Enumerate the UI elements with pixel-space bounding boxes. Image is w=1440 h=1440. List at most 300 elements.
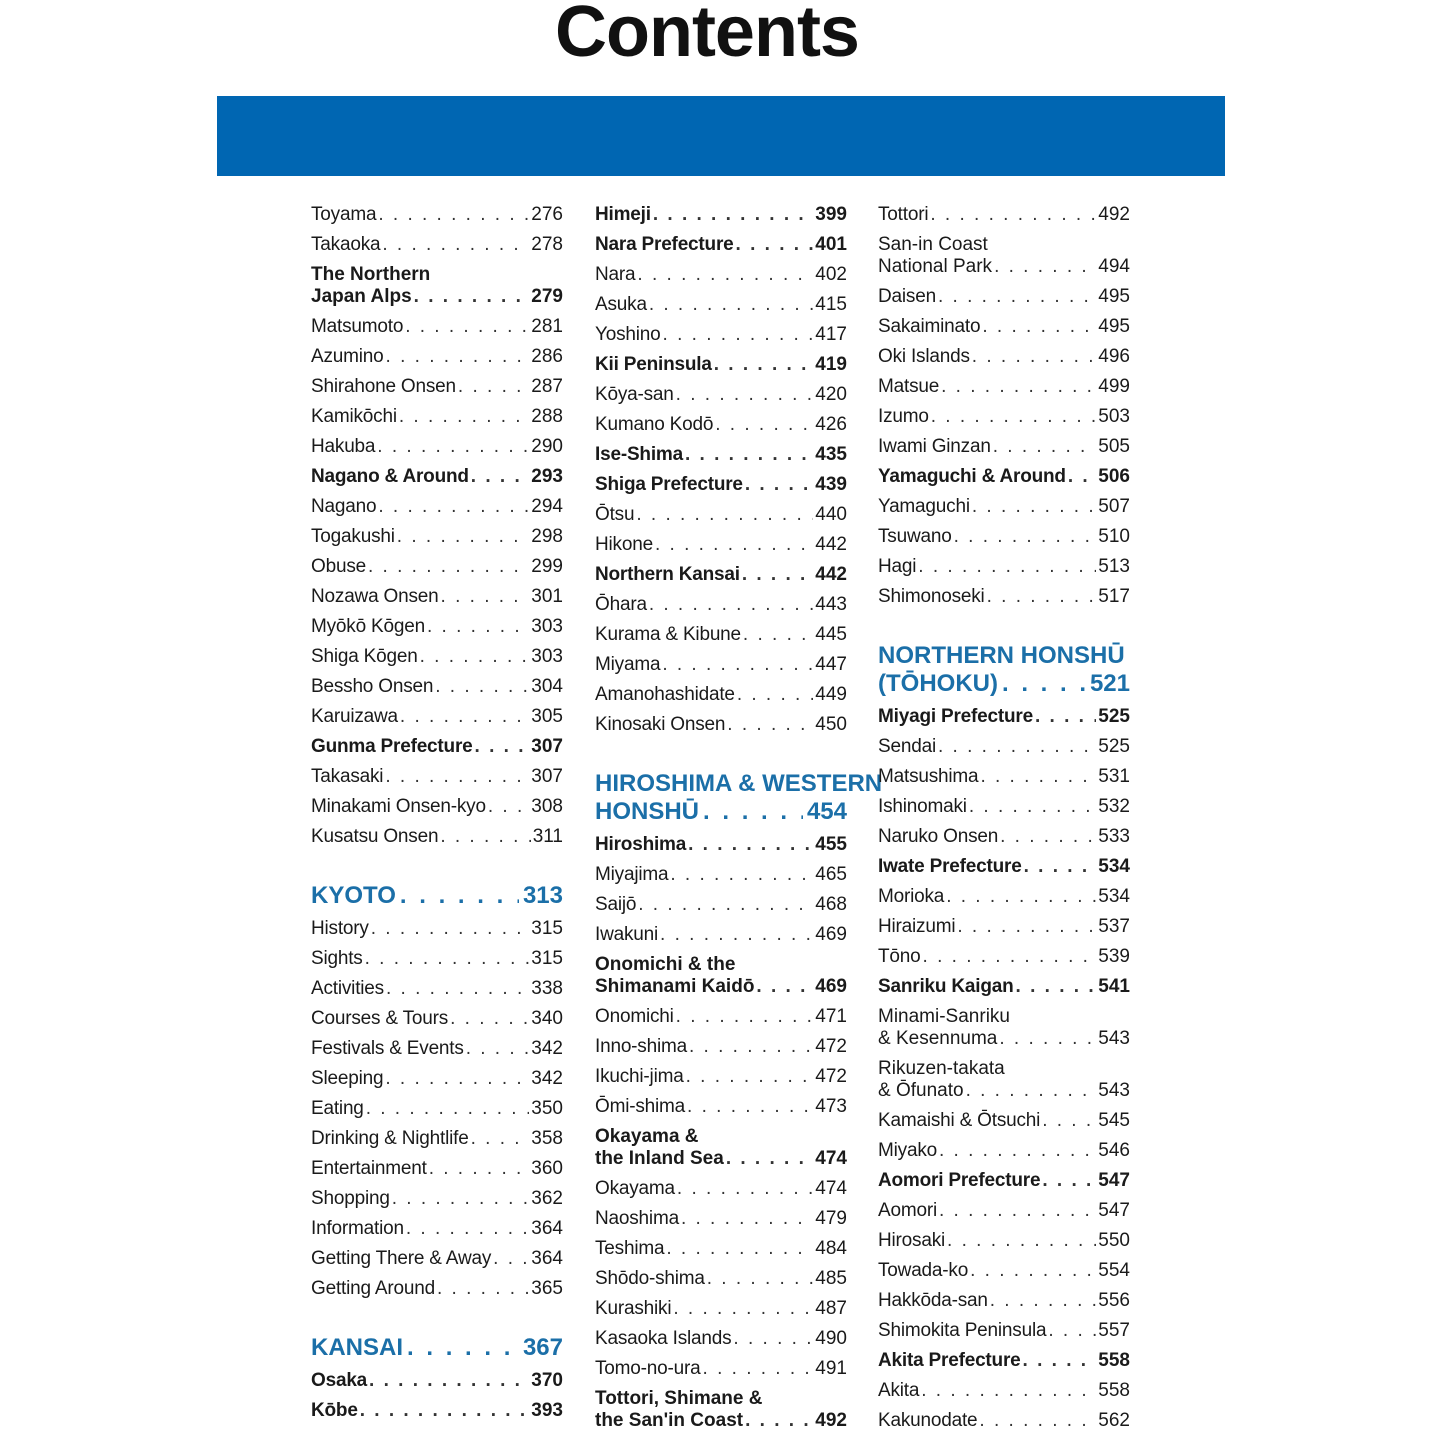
toc-entry-page: 315 (531, 918, 563, 939)
toc-entry-name: Sakaiminato (878, 316, 981, 337)
toc-entry[interactable] (878, 1256, 1130, 1286)
section-heading-name: (TŌHOKU) (878, 670, 998, 697)
toc-entry-page: 487 (815, 1298, 847, 1319)
toc-entry-page: 496 (1098, 346, 1130, 367)
toc-entry-page: 419 (815, 354, 847, 375)
toc-entry[interactable] (878, 282, 1130, 312)
dot-leader (437, 1274, 529, 1304)
toc-entry-page: 439 (815, 474, 847, 495)
toc-entry-name: Azumino (311, 346, 384, 367)
toc-entry-page: 533 (1098, 826, 1130, 847)
section-heading-page: 521 (1089, 670, 1130, 697)
toc-entry-page: 525 (1098, 736, 1130, 757)
toc-entry-page: 494 (1098, 256, 1130, 277)
toc-entry[interactable] (311, 1366, 563, 1396)
toc-entry[interactable] (595, 440, 847, 470)
toc-entry[interactable] (878, 582, 1130, 612)
dot-leader (441, 582, 530, 612)
toc-entry-name: Yamaguchi (878, 496, 970, 517)
toc-entry-page: 447 (815, 654, 847, 675)
dot-leader (745, 470, 813, 500)
toc-entry[interactable] (878, 942, 1130, 972)
dot-leader (1000, 822, 1096, 852)
dot-leader (450, 1004, 529, 1034)
toc-entry-page: 531 (1098, 766, 1130, 787)
dot-leader (707, 1264, 814, 1294)
toc-entry[interactable] (878, 1376, 1130, 1406)
toc-entry-page: 435 (815, 444, 847, 465)
toc-entry[interactable] (595, 590, 847, 620)
toc-entry[interactable] (595, 260, 847, 290)
toc-entry[interactable] (595, 710, 847, 740)
dot-leader (471, 462, 530, 492)
toc-entry-page: 543 (1098, 1028, 1130, 1049)
toc-entry[interactable] (595, 530, 847, 560)
toc-entry[interactable] (311, 792, 563, 822)
toc-entry[interactable] (595, 410, 847, 440)
toc-entry[interactable] (311, 1004, 563, 1034)
toc-entry[interactable] (878, 230, 1130, 278)
toc-entry-page: 443 (815, 594, 847, 615)
toc-entry[interactable] (595, 920, 847, 950)
toc-entry-page: 505 (1098, 436, 1130, 457)
section-heading-line2 (595, 798, 847, 826)
toc-entry[interactable] (595, 620, 847, 650)
dot-leader (954, 522, 1097, 552)
toc-entry[interactable] (595, 1384, 847, 1432)
dot-leader (938, 282, 1096, 312)
toc-entry-page: 303 (531, 646, 563, 667)
toc-entry-name: Festivals & Events (311, 1038, 464, 1059)
dot-leader (653, 200, 813, 230)
toc-entry[interactable] (878, 462, 1130, 492)
section-heading-line1: NORTHERN HONSHŪ (878, 642, 1125, 669)
dot-leader (1048, 1316, 1096, 1346)
toc-entry-page: 304 (531, 676, 563, 697)
toc-entry-page: 468 (815, 894, 847, 915)
toc-entry[interactable] (311, 762, 563, 792)
dot-leader (382, 230, 529, 260)
toc-entry-name: Myōkō Kōgen (311, 616, 425, 637)
toc-entry[interactable] (878, 372, 1130, 402)
toc-entry[interactable] (878, 702, 1130, 732)
dot-leader (663, 320, 814, 350)
dot-leader (726, 1148, 813, 1170)
dot-leader (966, 1080, 1097, 1102)
toc-entry[interactable] (595, 830, 847, 860)
toc-entry-page: 545 (1098, 1110, 1130, 1131)
toc-entry-name: Hiraizumi (878, 916, 956, 937)
toc-entry-name: Hakkōda-san (878, 1290, 988, 1311)
toc-entry[interactable] (311, 522, 563, 552)
toc-entry-name: Okayama (595, 1178, 675, 1199)
toc-entry[interactable] (878, 1316, 1130, 1346)
dot-leader (649, 590, 813, 620)
dot-leader (471, 1124, 530, 1154)
toc-entry-name: Kōbe (311, 1400, 358, 1421)
toc-entry-name: Oki Islands (878, 346, 970, 367)
toc-entry[interactable] (311, 1214, 563, 1244)
toc-entry-page: 465 (815, 864, 847, 885)
toc-entry[interactable] (311, 582, 563, 612)
toc-entry[interactable] (878, 1406, 1130, 1436)
toc-entry-page: 340 (531, 1008, 563, 1029)
toc-entry[interactable] (311, 492, 563, 522)
dot-leader (371, 914, 530, 944)
toc-entry[interactable] (311, 612, 563, 642)
toc-entry[interactable] (311, 1034, 563, 1064)
toc-entry[interactable] (311, 672, 563, 702)
toc-entry-page: 472 (815, 1066, 847, 1087)
toc-entry[interactable] (878, 792, 1130, 822)
dot-leader (970, 1256, 1096, 1286)
toc-entry[interactable] (878, 1054, 1130, 1102)
toc-entry[interactable] (311, 974, 563, 1004)
toc-entry-name: Kurama & Kibune (595, 624, 741, 645)
toc-entry[interactable] (311, 200, 563, 230)
toc-entry-name: Activities (311, 978, 384, 999)
dot-leader (1002, 670, 1086, 698)
dot-leader (957, 912, 1096, 942)
toc-entry-name: Sendai (878, 736, 936, 757)
toc-entry-name: Courses & Tours (311, 1008, 449, 1029)
dot-leader (972, 492, 1096, 522)
toc-entry[interactable] (595, 350, 847, 380)
toc-entry[interactable] (878, 1002, 1130, 1050)
dot-leader (1035, 702, 1096, 732)
toc-entry-page: 426 (815, 414, 847, 435)
toc-entry[interactable] (311, 462, 563, 492)
toc-entry[interactable] (878, 1136, 1130, 1166)
toc-entry[interactable] (311, 1154, 563, 1184)
toc-entry[interactable] (311, 432, 563, 462)
toc-entry-name: Takaoka (311, 234, 381, 255)
toc-entry-page: 358 (531, 1128, 563, 1149)
dot-leader (972, 342, 1097, 372)
toc-entry-name: Karuizawa (311, 706, 398, 727)
toc-entry-name: Shopping (311, 1188, 390, 1209)
toc-entry-page: 558 (1098, 1350, 1130, 1371)
toc-entry-name: Shirahone Onsen (311, 376, 456, 397)
toc-entry[interactable] (595, 1324, 847, 1354)
toc-entry-page: 442 (815, 564, 847, 585)
toc-entry-name: Shimanami Kaidō (595, 976, 755, 997)
toc-entry[interactable] (595, 380, 847, 410)
toc-entry[interactable] (878, 972, 1130, 1002)
toc-entry[interactable] (595, 1264, 847, 1294)
dot-leader (687, 1092, 813, 1122)
dot-leader (649, 290, 813, 320)
toc-entry-page: 547 (1098, 1170, 1130, 1191)
toc-entry-name: Hakuba (311, 436, 376, 457)
toc-entry[interactable] (878, 342, 1130, 372)
toc-entry-page: 539 (1098, 946, 1130, 967)
toc-entry-page: 525 (1098, 706, 1130, 727)
toc-entry[interactable] (311, 914, 563, 944)
toc-entry[interactable] (878, 1286, 1130, 1316)
toc-entry-page: 286 (531, 346, 563, 367)
toc-entry[interactable] (595, 1092, 847, 1122)
toc-entry[interactable] (311, 1094, 563, 1124)
dot-leader (999, 1028, 1096, 1050)
toc-entry-name: Sanriku Kaigan (878, 976, 1014, 997)
dot-leader (392, 1184, 530, 1214)
toc-entry-page: 342 (531, 1068, 563, 1089)
toc-entry-name: Kurashiki (595, 1298, 672, 1319)
dot-leader (670, 860, 813, 890)
toc-entry[interactable] (878, 822, 1130, 852)
toc-entry-name: & Ōfunato (878, 1080, 964, 1101)
dot-leader (1023, 1346, 1097, 1376)
toc-entry-name: the San'in Coast (595, 1410, 744, 1431)
toc-entry[interactable] (595, 1002, 847, 1032)
toc-entry-page: 293 (531, 466, 563, 487)
toc-entry-name: Drinking & Nightlife (311, 1128, 469, 1149)
dot-leader (385, 762, 529, 792)
dot-leader (743, 620, 813, 650)
section-heading[interactable] (878, 642, 1130, 698)
toc-entry-page: 541 (1098, 976, 1130, 997)
toc-entry-line2 (878, 1028, 1130, 1050)
dot-leader (688, 830, 813, 860)
toc-entry[interactable] (878, 1166, 1130, 1196)
toc-entry-name-line1: Tottori, Shimane & (595, 1388, 763, 1409)
dot-leader (386, 342, 530, 372)
toc-entry-name: Nagano & Around (311, 466, 469, 487)
toc-entry[interactable] (311, 230, 563, 260)
toc-entry[interactable] (595, 650, 847, 680)
dot-leader (756, 976, 813, 998)
dot-leader (931, 402, 1097, 432)
toc-entry[interactable] (878, 312, 1130, 342)
toc-entry-name: Entertainment (311, 1158, 427, 1179)
toc-entry[interactable] (878, 432, 1130, 462)
toc-entry[interactable] (595, 200, 847, 230)
toc-entry-page: 499 (1098, 376, 1130, 397)
toc-entry-name: Hiroshima (595, 834, 687, 855)
toc-entry-page: 537 (1098, 916, 1130, 937)
toc-entry-page: 479 (815, 1208, 847, 1229)
toc-entry-page: 469 (815, 924, 847, 945)
toc-entry-page: 298 (531, 526, 563, 547)
toc-entry[interactable] (311, 1184, 563, 1214)
toc-entry-page: 556 (1098, 1290, 1130, 1311)
toc-entry-name: Getting Around (311, 1278, 435, 1299)
dot-leader (655, 530, 813, 560)
toc-entry[interactable] (595, 1294, 847, 1324)
toc-entry-name: Aomori Prefecture (878, 1170, 1041, 1191)
toc-entry[interactable] (595, 1354, 847, 1384)
toc-entry[interactable] (878, 200, 1130, 230)
toc-entry[interactable] (311, 1274, 563, 1304)
toc-entry[interactable] (595, 1032, 847, 1062)
toc-entry-page: 534 (1098, 856, 1130, 877)
toc-entry[interactable] (311, 552, 563, 582)
toc-entry[interactable] (878, 552, 1130, 582)
toc-entry-page: 506 (1098, 466, 1130, 487)
toc-entry[interactable] (311, 1244, 563, 1274)
toc-entry-page: 550 (1098, 1230, 1130, 1251)
toc-entry[interactable] (878, 1346, 1130, 1376)
toc-entry[interactable] (595, 950, 847, 998)
dot-leader (378, 492, 529, 522)
toc-entry-name: Ōmi-shima (595, 1096, 686, 1117)
toc-entry-page: 370 (531, 1370, 563, 1391)
toc-entry[interactable] (878, 1196, 1130, 1226)
toc-entry[interactable] (595, 1174, 847, 1204)
toc-entry-name: Togakushi (311, 526, 395, 547)
toc-entry[interactable] (311, 312, 563, 342)
toc-entry-name-line1: Okayama & (595, 1126, 699, 1147)
toc-entry[interactable] (311, 372, 563, 402)
toc-entry-name: Akita Prefecture (878, 1350, 1021, 1371)
toc-entry-line2 (878, 1080, 1130, 1102)
toc-entry[interactable] (311, 1396, 563, 1426)
toc-entry[interactable] (595, 680, 847, 710)
toc-entry[interactable] (595, 230, 847, 260)
toc-entry-page: 543 (1098, 1080, 1130, 1101)
toc-entry[interactable] (595, 1234, 847, 1264)
toc-entry-name: Kamikōchi (311, 406, 397, 427)
toc-entry-name: Amanohashidate (595, 684, 735, 705)
toc-entry-page: 364 (531, 1218, 563, 1239)
toc-entry[interactable] (878, 912, 1130, 942)
toc-entry[interactable] (595, 1122, 847, 1170)
toc-entry-name: National Park (878, 256, 993, 277)
toc-entry-page: 546 (1098, 1140, 1130, 1161)
toc-entry-name: Nara Prefecture (595, 234, 734, 255)
toc-entry-name: Matsue (878, 376, 940, 397)
dot-leader (993, 432, 1097, 462)
toc-entry[interactable] (595, 1062, 847, 1092)
toc-entry[interactable] (311, 732, 563, 762)
toc-entry-name: Tomo-no-ura (595, 1358, 701, 1379)
toc-entry[interactable] (595, 1204, 847, 1234)
toc-entry[interactable] (595, 560, 847, 590)
toc-entry-page: 492 (815, 1410, 847, 1431)
toc-entry-name: Tsuwano (878, 526, 952, 547)
toc-entry[interactable] (311, 822, 563, 852)
dot-leader (703, 1354, 814, 1384)
dot-leader (939, 1196, 1096, 1226)
toc-entry-page: 276 (531, 204, 563, 225)
dot-leader (703, 798, 803, 826)
section-heading[interactable] (311, 882, 563, 910)
toc-entry-name: Izumo (878, 406, 929, 427)
toc-entry[interactable] (878, 492, 1130, 522)
toc-entry-page: 558 (1098, 1380, 1130, 1401)
toc-entry[interactable] (878, 852, 1130, 882)
toc-entry-page: 301 (531, 586, 563, 607)
toc-entry-page: 510 (1098, 526, 1130, 547)
dot-leader (987, 582, 1097, 612)
toc-entry-page: 495 (1098, 316, 1130, 337)
dot-leader (385, 1064, 529, 1094)
dot-leader (686, 1062, 814, 1092)
toc-entry-page: 299 (531, 556, 563, 577)
toc-entry-page: 307 (531, 766, 563, 787)
toc-entry[interactable] (311, 1064, 563, 1094)
toc-entry-name: Hirosaki (878, 1230, 946, 1251)
toc-entry[interactable] (311, 642, 563, 672)
toc-entry[interactable] (311, 944, 563, 974)
toc-entry-name: Towada-ko (878, 1260, 969, 1281)
toc-entry[interactable] (595, 860, 847, 890)
toc-entry[interactable] (311, 1124, 563, 1154)
section-heading-name: KYOTO (311, 882, 396, 909)
toc-entry-page: 474 (815, 1178, 847, 1199)
toc-entry[interactable] (595, 500, 847, 530)
toc-entry[interactable] (878, 522, 1130, 552)
toc-entry-name: Morioka (878, 886, 945, 907)
toc-entry-name: Hagi (878, 556, 917, 577)
dot-leader (360, 1396, 530, 1426)
dot-leader (429, 1154, 530, 1184)
toc-entry[interactable] (878, 732, 1130, 762)
toc-entry[interactable] (595, 890, 847, 920)
toc-entry-name: Bessho Onsen (311, 676, 434, 697)
toc-entry-name: & Kesennuma (878, 1028, 998, 1049)
dot-leader (466, 1034, 530, 1064)
toc-entry[interactable] (878, 1106, 1130, 1136)
toc-entry[interactable] (311, 402, 563, 432)
dot-leader (946, 882, 1096, 912)
dot-leader (638, 890, 813, 920)
toc-entry[interactable] (878, 882, 1130, 912)
toc-entry-name: Daisen (878, 286, 936, 307)
toc-entry-page: 471 (815, 1006, 847, 1027)
toc-entry-line2 (595, 976, 847, 998)
dot-leader (994, 256, 1096, 278)
toc-entry-name: Kōya-san (595, 384, 674, 405)
section-heading[interactable] (311, 1334, 563, 1362)
toc-entry[interactable] (595, 290, 847, 320)
toc-entry-name: Osaka (311, 1370, 368, 1391)
toc-entry-name: Getting There & Away (311, 1248, 492, 1269)
toc-entry[interactable] (595, 320, 847, 350)
toc-entry-name: Kii Peninsula (595, 354, 712, 375)
dot-leader (1042, 1166, 1096, 1196)
toc-entry[interactable] (878, 1226, 1130, 1256)
section-heading-page: 454 (806, 798, 847, 825)
toc-entry[interactable] (311, 260, 563, 308)
toc-entry-name-line1: Rikuzen-takata (878, 1058, 1005, 1079)
toc-entry[interactable] (595, 470, 847, 500)
dot-leader (386, 974, 529, 1004)
toc-entry[interactable] (311, 342, 563, 372)
toc-entry-page: 562 (1098, 1410, 1130, 1431)
toc-entry-page: 305 (531, 706, 563, 727)
dot-leader (366, 1094, 530, 1124)
dot-leader (399, 402, 529, 432)
toc-entry-page: 534 (1098, 886, 1130, 907)
dot-leader (440, 822, 530, 852)
toc-entry[interactable] (878, 402, 1130, 432)
dot-leader (400, 882, 519, 910)
toc-entry-page: 420 (815, 384, 847, 405)
toc-entry-page: 554 (1098, 1260, 1130, 1281)
toc-entry-name: the Inland Sea (595, 1148, 724, 1169)
toc-entry-page: 342 (531, 1038, 563, 1059)
toc-entry-name: Matsumoto (311, 316, 404, 337)
toc-entry[interactable] (311, 702, 563, 732)
toc-entry-page: 287 (531, 376, 563, 397)
toc-entry[interactable] (878, 762, 1130, 792)
toc-entry-name: Miyagi Prefecture (878, 706, 1033, 727)
toc-entry-name: Asuka (595, 294, 647, 315)
dot-leader (745, 1410, 813, 1432)
section-heading[interactable] (595, 770, 883, 826)
